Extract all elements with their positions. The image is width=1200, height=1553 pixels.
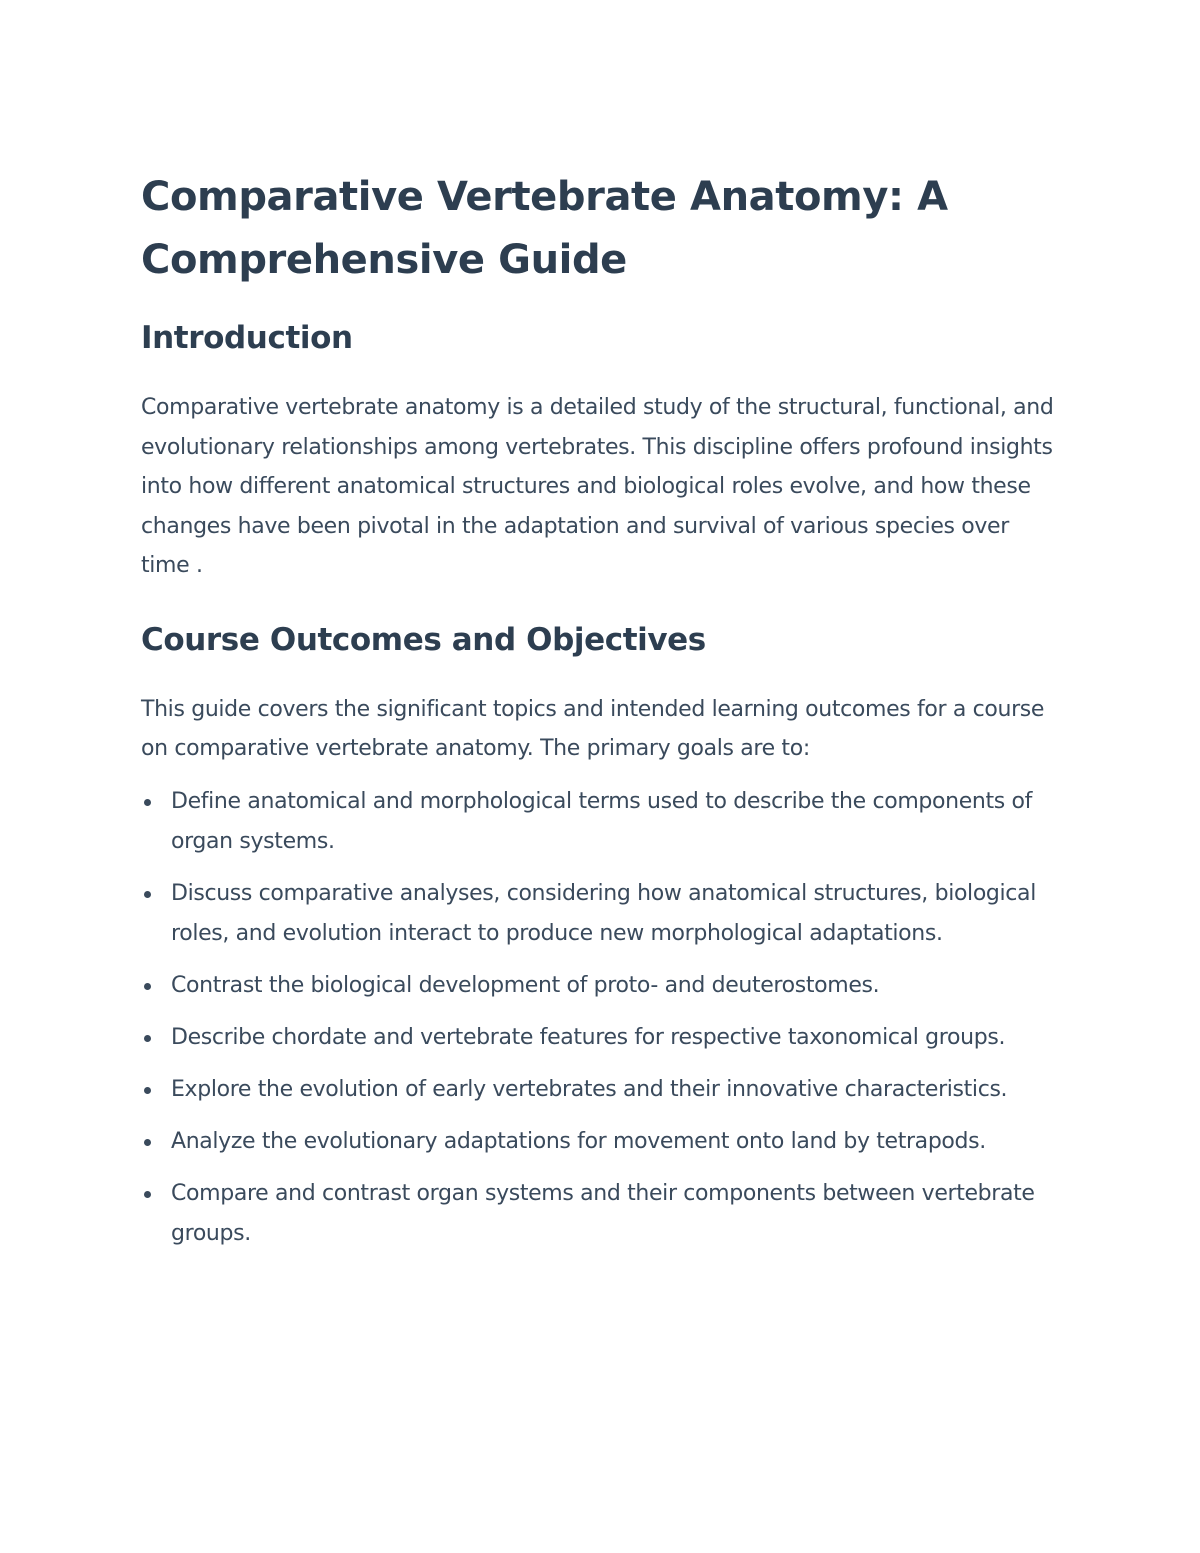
bullet-icon [144,799,151,806]
outcomes-list [141,782,1061,1254]
list-item [141,966,1061,1006]
introduction-heading: Introduction [141,320,353,356]
outcomes-paragraph: This guide covers the significant topics and intended learning outcomes for a course on comparative vertebrate anatomy. The primary goals are to: [141,696,1045,761]
list-item [141,1122,1061,1162]
list-item-text: Explore the evolution of early vertebrates and their innovative characteristics. [171,1076,1008,1102]
bullet-icon [144,1087,151,1094]
bullet-icon [144,1035,151,1042]
list-item-text: Contrast the biological development of proto- and deuterostomes. [171,972,880,998]
list-item [141,1070,1061,1110]
list-item-text: Describe chordate and vertebrate features for respective taxonomical groups. [171,1024,1006,1050]
bullet-icon [144,1139,151,1146]
list-item-text: Discuss comparative analyses, considering how anatomical structures, biological roles, and evolution interact to produce new morphological adaptations. [171,880,1036,946]
bullet-icon [144,983,151,990]
document-title: Comparative Vertebrate Anatomy: A Comprehensive Guide [141,174,948,283]
list-item-text: Analyze the evolutionary adaptations for movement onto land by tetrapods. [171,1128,986,1154]
document-page [141,166,1061,1266]
bullet-icon [144,891,151,898]
outcomes-heading: Course Outcomes and Objectives [141,621,706,658]
list-item-text: Define anatomical and morphological terms used to describe the components of organ systems. [171,788,1033,854]
bullet-icon [144,1191,151,1198]
list-item [141,1018,1061,1058]
list-item [141,874,1061,954]
list-item [141,1174,1061,1254]
introduction-paragraph: Comparative vertebrate anatomy is a detailed study of the structural, functional, and evolutionary relationships among vertebrates. This discipline offers profound insights into how different anatomical structures and biological roles evolve, and how these changes have been pivotal in the adaptation and survival of various species over time . [141,395,1054,578]
list-item-text: Compare and contrast organ systems and their components between vertebrate groups. [171,1180,1035,1246]
list-item [141,782,1061,862]
